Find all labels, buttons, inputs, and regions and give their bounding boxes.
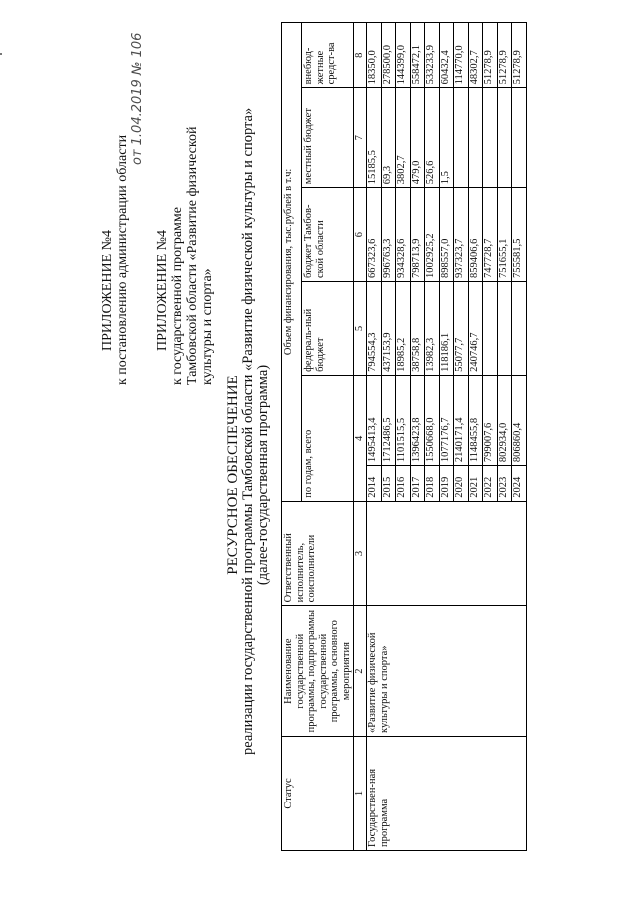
- cell-local: [497, 88, 512, 188]
- header-name: Наименование государственной программы, подпрограммы государственной программы, основного мероприятия: [282, 606, 354, 737]
- cell-total: 1148455,8: [468, 375, 483, 465]
- cell-federal: 18985,2: [396, 282, 411, 376]
- program-name-cell: «Развитие физической культуры и спорта»: [367, 606, 527, 737]
- cell-year: 2020: [454, 466, 469, 502]
- header-total: по годам, всего: [302, 375, 354, 501]
- header-local: местный бюджет: [302, 88, 354, 188]
- appendix-block: [100, 25, 215, 385]
- cell-regional: 996763,3: [381, 188, 396, 282]
- cell-year: 2017: [410, 466, 425, 502]
- cell-regional: 1002925,2: [425, 188, 440, 282]
- heading-title: РЕСУРСНОЕ ОБЕСПЕЧЕНИЕ: [225, 375, 241, 575]
- cell-federal: [497, 282, 512, 376]
- cell-federal: 437153,9: [381, 282, 396, 376]
- cell-extra: 18350,0: [367, 23, 382, 88]
- cell-local: 1,5: [439, 88, 454, 188]
- appendix-program-name: Тамбовской области «Развитие физической: [185, 126, 200, 385]
- appendix-title-2: ПРИЛОЖЕНИЕ №4: [155, 230, 170, 351]
- heading-subtitle: реализации государственной программы Тамбовской области «Развитие физической культуры и спорта»: [240, 107, 256, 755]
- cell-regional: 859406,6: [468, 188, 483, 282]
- cell-year: 2022: [483, 466, 498, 502]
- cell-local: 69,3: [381, 88, 396, 188]
- col-number: 8: [354, 23, 367, 88]
- handwritten-date: от 1.04.2019 № 106: [130, 32, 145, 165]
- cell-extra: 51278,9: [483, 23, 498, 88]
- column-number-row: [354, 23, 367, 851]
- cell-extra: 60432,4: [439, 23, 454, 88]
- header-federal: федераль-ный бюджет: [302, 282, 354, 376]
- cell-local: [483, 88, 498, 188]
- header-executor: Ответственный исполнитель, соисполнители: [282, 501, 354, 606]
- heading-note: (далее-государственная программа): [255, 364, 271, 586]
- cell-local: [454, 88, 469, 188]
- header-status: Статус: [282, 736, 354, 850]
- cell-regional: 934328,6: [396, 188, 411, 282]
- cell-extra: 558472,1: [410, 23, 425, 88]
- cell-local: 479,0: [410, 88, 425, 188]
- cell-regional: 798713,9: [410, 188, 425, 282]
- col-number: 1: [354, 736, 367, 850]
- status-cell: Государствен-ная программа: [367, 736, 527, 850]
- header-volume: Объем финансирования, тыс.рублей в т.ч:: [282, 23, 302, 502]
- cell-extra: 114770,0: [454, 23, 469, 88]
- appendix-date-line: [130, 25, 145, 385]
- cell-total: 1712486,5: [381, 375, 396, 465]
- cell-regional: 898557,0: [439, 188, 454, 282]
- cell-total: 1101515,5: [396, 375, 411, 465]
- cell-year: 2021: [468, 466, 483, 502]
- cell-regional: 755581,5: [512, 188, 527, 282]
- cell-extra: 533233,9: [425, 23, 440, 88]
- document-heading: [225, 107, 271, 755]
- cell-federal: 13982,3: [425, 282, 440, 376]
- cell-year: 2024: [512, 466, 527, 502]
- cell-federal: 38758,8: [410, 282, 425, 376]
- cell-federal: 118186,1: [439, 282, 454, 376]
- cell-year: 2018: [425, 466, 440, 502]
- cell-total: 1077176,7: [439, 375, 454, 465]
- appendix-title: ПРИЛОЖЕНИЕ №4: [100, 230, 115, 351]
- cell-year: 2016: [396, 466, 411, 502]
- resource-table: [281, 22, 527, 851]
- cell-year: 2019: [439, 466, 454, 502]
- header-extra: внебюд-жетные средст-ва: [302, 23, 354, 88]
- appendix-program-ref: к государственной программе: [170, 207, 185, 385]
- executor-cell: [367, 501, 527, 606]
- cell-federal: 240746,7: [468, 282, 483, 376]
- cell-total: 802934,0: [497, 375, 512, 465]
- col-number: 3: [354, 501, 367, 606]
- col-number: 7: [354, 88, 367, 188]
- appendix-program-name-cont: культуры и спорта»: [200, 268, 215, 385]
- cell-total: 1550668,0: [425, 375, 440, 465]
- cell-regional: 937323,7: [454, 188, 469, 282]
- cell-total: 806860,4: [512, 375, 527, 465]
- col-number: 6: [354, 188, 367, 282]
- cell-year: 2015: [381, 466, 396, 502]
- cell-year: 2014: [367, 466, 382, 502]
- cell-federal: 55077,7: [454, 282, 469, 376]
- cell-local: 15185,5: [367, 88, 382, 188]
- cell-total: 1396423,8: [410, 375, 425, 465]
- cell-local: 3802,7: [396, 88, 411, 188]
- cell-extra: 144399,0: [396, 23, 411, 88]
- col-number: 4: [354, 375, 367, 501]
- cell-total: 799007,6: [483, 375, 498, 465]
- cell-regional: 751655,1: [497, 188, 512, 282]
- appendix-decree-ref: к постановлению администрации области: [115, 134, 130, 385]
- cell-federal: 794554,3: [367, 282, 382, 376]
- col-number: 5: [354, 282, 367, 376]
- col-number: 2: [354, 606, 367, 737]
- cell-federal: [483, 282, 498, 376]
- cell-extra: 48302,7: [468, 23, 483, 88]
- cell-regional: 667323,6: [367, 188, 382, 282]
- cell-extra: 51278,9: [512, 23, 527, 88]
- cell-total: 2140171,4: [454, 375, 469, 465]
- cell-extra: 51278,9: [497, 23, 512, 88]
- scan-speck: [0, 53, 2, 55]
- table-body: [367, 23, 527, 851]
- cell-local: [468, 88, 483, 188]
- cell-regional: 747728,7: [483, 188, 498, 282]
- header-regional: бюджет Тамбов-ской области: [302, 188, 354, 282]
- cell-year: 2023: [497, 466, 512, 502]
- cell-total: 1495413,4: [367, 375, 382, 465]
- table-row: [367, 23, 382, 851]
- cell-local: 526,6: [425, 88, 440, 188]
- cell-local: [512, 88, 527, 188]
- cell-extra: 278500,0: [381, 23, 396, 88]
- cell-federal: [512, 282, 527, 376]
